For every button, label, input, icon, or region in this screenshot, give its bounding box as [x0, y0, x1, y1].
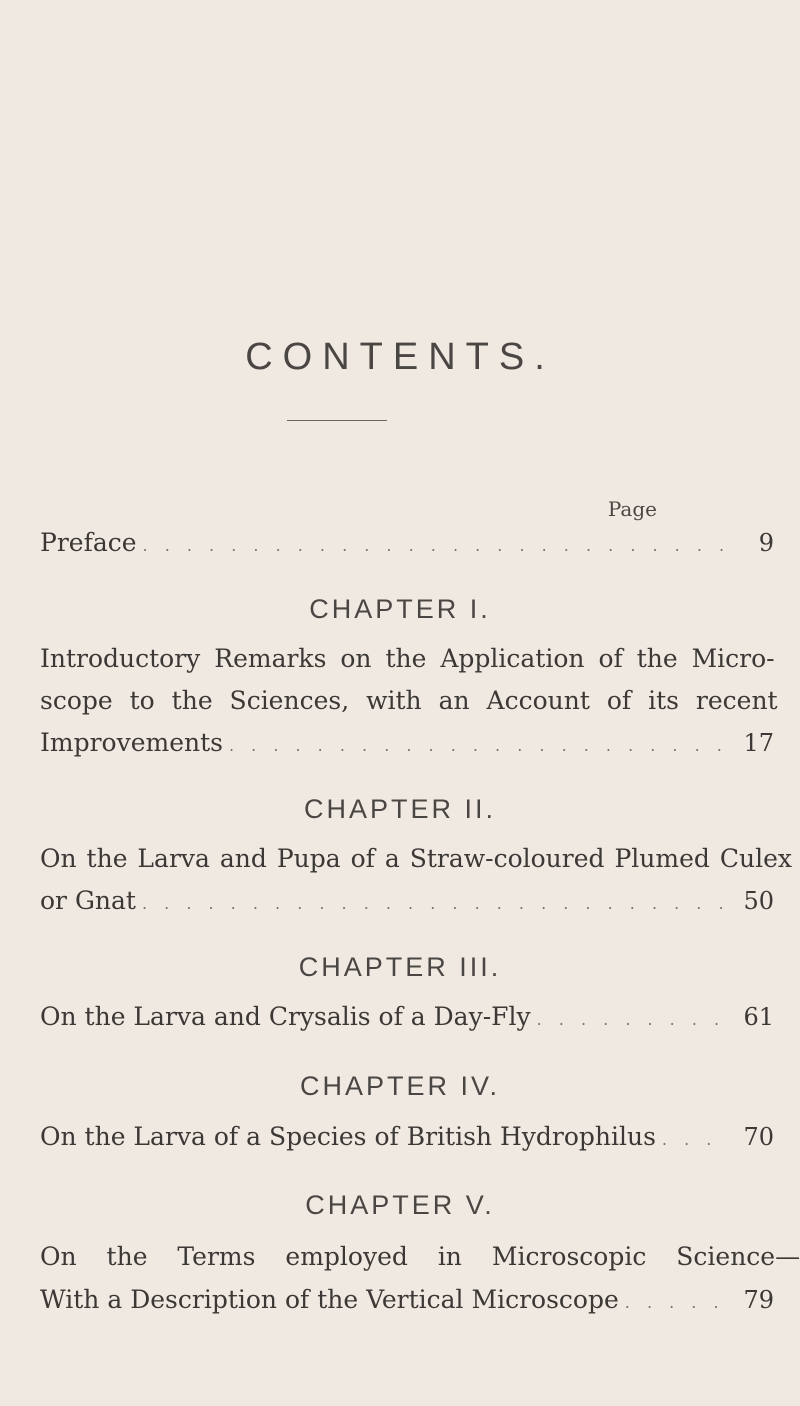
chapter-heading: CHAPTER IV.	[299, 1071, 501, 1101]
entry-label: With a Description of the Vertical Microscope	[40, 1285, 619, 1314]
toc-entry-preface[interactable]	[40, 527, 774, 562]
page-column-heading: Page	[607, 497, 657, 521]
entry-page-number: 79	[743, 1286, 774, 1314]
entry-label: On the Larva of a Species of British Hydrophilus	[40, 1122, 656, 1151]
entry-line	[40, 1241, 800, 1273]
entry-label: or Gnat	[40, 886, 136, 915]
leader-dots	[142, 888, 728, 920]
leader-dots	[229, 730, 728, 762]
leader-dots	[662, 1124, 728, 1156]
chapter-heading: CHAPTER II.	[303, 794, 497, 824]
entry-label: Preface	[40, 528, 137, 557]
entry-text: On the Terms employed in Microscopic Science—	[40, 1242, 800, 1271]
entry-label: Improvements	[40, 728, 223, 757]
entry-line	[40, 843, 792, 875]
chapter-heading: CHAPTER III.	[298, 952, 502, 982]
leader-dots	[537, 1004, 728, 1036]
entry-page-number: 70	[743, 1123, 774, 1151]
toc-entry-chapter-3[interactable]	[40, 1001, 774, 1036]
entry-page-number: 17	[743, 729, 774, 757]
entry-page-number: 50	[743, 887, 774, 915]
entry-text: On the Larva and Pupa of a Straw-coloured Plumed Culex	[40, 844, 792, 873]
leader-dots	[143, 530, 728, 562]
toc-entry-chapter-4[interactable]	[40, 1121, 774, 1156]
toc-entry-chapter-1[interactable]	[40, 727, 774, 762]
entry-line	[40, 643, 774, 675]
entry-text: scope to the Sciences, with an Account of its recent	[40, 686, 778, 715]
entry-page-number: 9	[758, 529, 774, 557]
toc-entry-chapter-5[interactable]	[40, 1284, 774, 1319]
leader-dots	[625, 1287, 728, 1319]
entry-page-number: 61	[743, 1003, 774, 1031]
entry-text: Introductory Remarks on the Application of the Micro-	[40, 644, 775, 673]
entry-line	[40, 685, 778, 717]
page-title: CONTENTS.	[245, 336, 555, 378]
entry-label: On the Larva and Crysalis of a Day-Fly	[40, 1002, 531, 1031]
title-rule	[287, 420, 387, 421]
chapter-heading: CHAPTER V.	[305, 1190, 495, 1220]
chapter-heading: CHAPTER I.	[309, 594, 491, 624]
toc-entry-chapter-2[interactable]	[40, 885, 774, 920]
